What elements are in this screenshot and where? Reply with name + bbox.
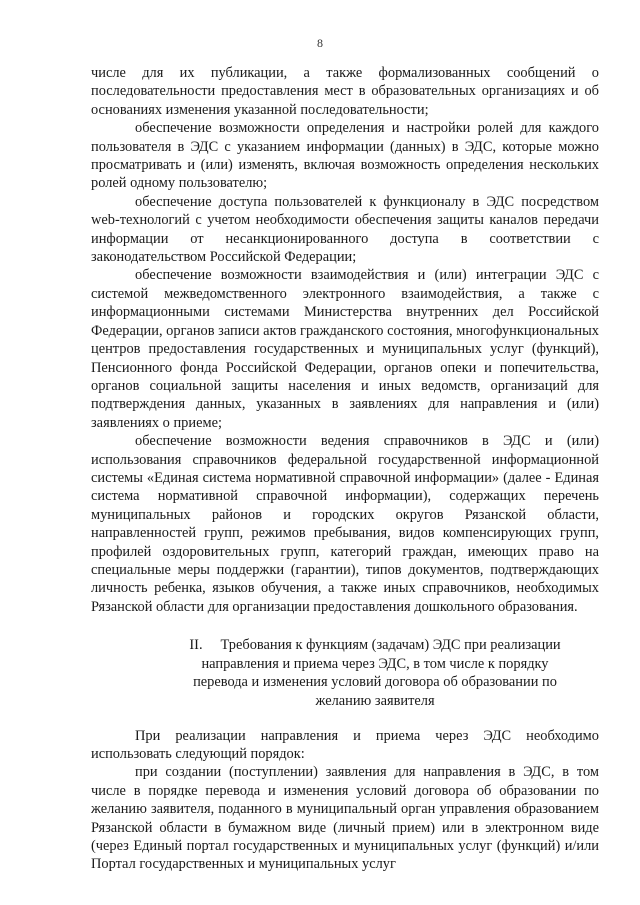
paragraph: при создании (поступлении) заявления для направления в ЭДС, в том числе в порядке перевода и изменения условий договора об образовании по желанию заявителя, поданного в муниципальный орган управления образованием Рязанской области в бумажном виде (личный прием) или в электронном виде (через Единый портал государственных и муниципальных услуг (функций) и/или Портал государственных и муниципальных услуг — [91, 764, 599, 873]
paragraph: При реализации направления и приема через ЭДС необходимо использовать следующий порядок: — [91, 727, 599, 762]
paragraph: обеспечение возможности взаимодействия и (или) интеграции ЭДС с системой межведомственного электронного взаимодействия, а также с информационными системами Министерства внутренних дел Российской Федерации, органов записи актов гражданского состояния, многофункциональных центров предоставления государственных и муниципальных услуг (функций), Пенсионного фонда Российской Федерации, органов опеки и попечительства, органов социальной защиты населения и иных ведомств, организаций для подтверждения данных, указанных в заявлениях для направления и (или) заявлениях о приеме; — [91, 267, 599, 431]
document-body — [91, 64, 599, 874]
paragraph: числе для их публикации, а также формализованных сообщений о последовательности предоставления мест в образовательных организациях и об основаниях изменения указанной последовательности; — [91, 65, 599, 118]
section-title: Требования к функциям (задачам) ЭДС при реализации направления и приема через ЭДС, в том числе к порядку перевода и изменения условий договора об образовании по желанию заявителя — [193, 637, 561, 709]
section-number: II. — [189, 637, 203, 654]
paragraph: обеспечение возможности ведения справочников в ЭДС и (или) использования справочников федеральной государственной информационной системы «Единая система нормативной справочной информации» (далее - Единая система нормативной справочной информации), содержащих перечень муниципальных районов и городских округов Рязанской области, направленностей групп, режимов пребывания, видов компенсирующих групп, профилей оздоровительных групп, категорий граждан, имеющих право на специальные меры поддержки (гарантии), типов документов, подтверждающих личность ребенка, языков обучения, а также иных справочников, необходимых Рязанской области для организации предоставления дошкольного образования. — [91, 433, 599, 615]
paragraph: обеспечение возможности определения и настройки ролей для каждого пользователя в ЭДС с указанием информации (данных) в ЭДС, которые можно просматривать и (или) изменять, включая возможность определения нескольких ролей одному пользователю; — [91, 120, 599, 192]
paragraph: обеспечение доступа пользователей к функционалу в ЭДС посредством web-технологий с учетом необходимости обеспечения защиты каналов передачи информации от несанкционированного доступа в соответствии с законодательством Российской Федерации; — [91, 193, 599, 266]
page-number: 8 — [317, 36, 323, 50]
section-heading — [91, 636, 599, 710]
